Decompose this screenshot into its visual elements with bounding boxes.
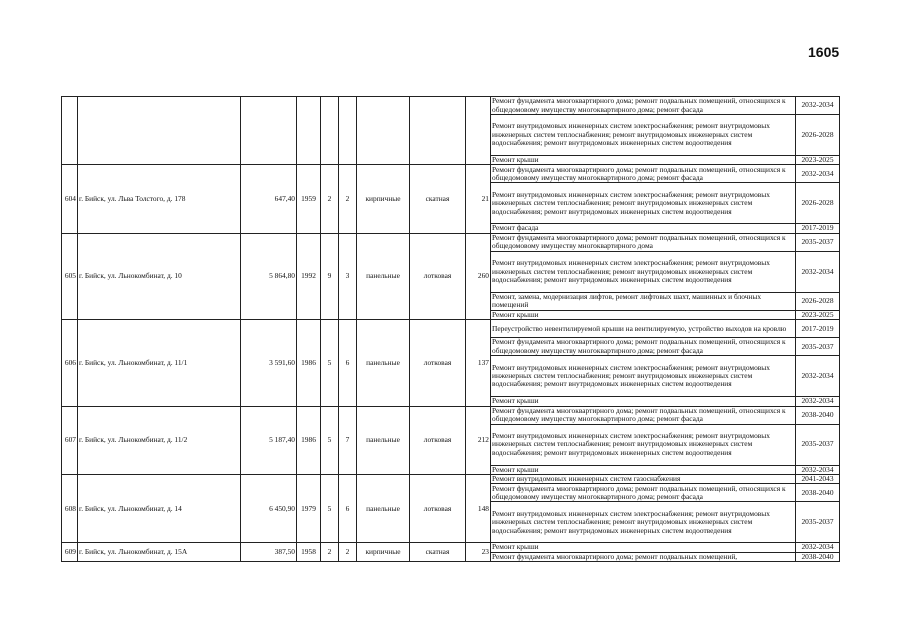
repair-work: Ремонт фасада: [491, 224, 796, 233]
house-area: 6 450,90: [241, 475, 297, 543]
house-floors: 5: [321, 406, 339, 474]
house-walls: панельные: [357, 233, 410, 319]
repair-work: Ремонт крыши: [491, 543, 796, 552]
house-number: 606: [62, 320, 78, 406]
repair-period: 2032-2034: [796, 165, 840, 183]
house-number: [62, 97, 78, 165]
repair-period: 2035-2037: [796, 424, 840, 465]
house-address: г. Бийск, ул. Льнокомбинат, д. 14: [78, 475, 241, 543]
house-walls: панельные: [357, 475, 410, 543]
repair-work: Ремонт внутридомовых инженерных систем газоснабжения: [491, 475, 796, 484]
house-roof: скатная: [410, 165, 466, 233]
house-address: г. Бийск, ул. Льва Толстого, д. 178: [78, 165, 241, 233]
repair-period: 2038-2040: [796, 552, 840, 561]
house-walls: кирпичные: [357, 543, 410, 562]
house-roof: лотковая: [410, 320, 466, 406]
repair-period: 2023-2025: [796, 310, 840, 319]
table-row: [62, 320, 840, 338]
repair-work: Ремонт фундамента многоквартирного дома; ремонт подвальных помещений,: [491, 552, 796, 561]
table-row: [62, 406, 840, 424]
table-row: [62, 165, 840, 183]
house-year: 1958: [297, 543, 321, 562]
house-count: 23: [466, 543, 491, 562]
house-year: 1959: [297, 165, 321, 233]
house-count: [466, 97, 491, 165]
house-entrances: 2: [339, 543, 357, 562]
house-area: 387,50: [241, 543, 297, 562]
house-number: 604: [62, 165, 78, 233]
house-walls: панельные: [357, 406, 410, 474]
repair-period: 2032-2034: [796, 397, 840, 406]
repair-work: Ремонт фундамента многоквартирного дома; ремонт подвальных помещений, относящихся к общедомовому имуществу многоквартирного дома; ремонт фасада: [491, 484, 796, 502]
house-walls: панельные: [357, 320, 410, 406]
house-area: 647,40: [241, 165, 297, 233]
house-year: [297, 97, 321, 165]
house-address: г. Бийск, ул. Льнокомбинат, д. 11/2: [78, 406, 241, 474]
house-count: 260: [466, 233, 491, 319]
repair-work: Ремонт фундамента многоквартирного дома; ремонт подвальных помещений, относящихся к общедомовому имуществу многоквартирного дома; ремонт фасада: [491, 165, 796, 183]
repair-period: 2032-2034: [796, 543, 840, 552]
repair-period: 2035-2037: [796, 338, 840, 356]
repair-period: 2026-2028: [796, 115, 840, 156]
repair-period: 2032-2034: [796, 465, 840, 474]
repair-period: 2035-2037: [796, 502, 840, 543]
table-row: [62, 543, 840, 552]
repair-period: 2032-2034: [796, 251, 840, 292]
house-year: 1986: [297, 406, 321, 474]
repair-work: Ремонт фундамента многоквартирного дома; ремонт подвальных помещений, относящихся к общедомовому имуществу многоквартирного дома; ремонт фасада: [491, 406, 796, 424]
house-count: 212: [466, 406, 491, 474]
house-roof: лотковая: [410, 406, 466, 474]
repair-work: Ремонт внутридомовых инженерных систем электроснабжения; ремонт внутридомовых инженерных систем теплоснабжения; ремонт внутридомовых инженерных систем водоснабжения; ремонт внутридомовых инженерных систем водоотведения: [491, 251, 796, 292]
house-walls: [357, 97, 410, 165]
house-floors: 9: [321, 233, 339, 319]
repair-work: Переустройство невентилируемой крыши на вентилируемую, устройство выходов на кровлю: [491, 320, 796, 338]
repair-work: Ремонт фундамента многоквартирного дома; ремонт подвальных помещений, относящихся к общедомовому имуществу многоквартирного дома; ремонт фасада: [491, 338, 796, 356]
house-number: 608: [62, 475, 78, 543]
house-number: 607: [62, 406, 78, 474]
house-entrances: 3: [339, 233, 357, 319]
table-row: [62, 233, 840, 251]
house-entrances: 6: [339, 320, 357, 406]
house-address: [78, 97, 241, 165]
house-number: 605: [62, 233, 78, 319]
repair-period: 2041-2043: [796, 475, 840, 484]
house-address: г. Бийск, ул. Льнокомбинат, д. 10: [78, 233, 241, 319]
house-year: 1979: [297, 475, 321, 543]
repair-period: 2017-2019: [796, 320, 840, 338]
table-row: [62, 475, 840, 484]
house-year: 1992: [297, 233, 321, 319]
repair-work: Ремонт внутридомовых инженерных систем электроснабжения; ремонт внутридомовых инженерных систем теплоснабжения; ремонт внутридомовых инженерных систем водоснабжения; ремонт внутридомовых инженерных систем водоотведения: [491, 424, 796, 465]
house-walls: кирпичные: [357, 165, 410, 233]
repair-work: Ремонт крыши: [491, 465, 796, 474]
repair-period: 2032-2034: [796, 356, 840, 397]
repair-work: Ремонт внутридомовых инженерных систем электроснабжения; ремонт внутридомовых инженерных систем теплоснабжения; ремонт внутридомовых инженерных систем водоснабжения; ремонт внутридомовых инженерных систем водоотведения: [491, 356, 796, 397]
page-number: 1605: [808, 44, 840, 60]
house-roof: лотковая: [410, 475, 466, 543]
house-floors: 2: [321, 543, 339, 562]
table-row: [62, 97, 840, 115]
house-address: г. Бийск, ул. Льнокомбинат, д. 11/1: [78, 320, 241, 406]
repair-work: Ремонт фундамента многоквартирного дома; ремонт подвальных помещений, относящихся к общедомовому имуществу многоквартирного дома; ремонт фасада: [491, 97, 796, 115]
repair-work: Ремонт внутридомовых инженерных систем электроснабжения; ремонт внутридомовых инженерных систем теплоснабжения; ремонт внутридомовых инженерных систем водоснабжения; ремонт внутридомовых инженерных систем водоотведения: [491, 183, 796, 224]
repair-period: 2035-2037: [796, 233, 840, 251]
repair-work: Ремонт внутридомовых инженерных систем электроснабжения; ремонт внутридомовых инженерных систем теплоснабжения; ремонт внутридомовых инженерных систем водоснабжения; ремонт внутридомовых инженерных систем водоотведения: [491, 115, 796, 156]
house-entrances: 6: [339, 475, 357, 543]
house-floors: 5: [321, 475, 339, 543]
repair-work: Ремонт внутридомовых инженерных систем электроснабжения; ремонт внутридомовых инженерных систем теплоснабжения; ремонт внутридомовых инженерных систем водоснабжения; ремонт внутридомовых инженерных систем водоотведения: [491, 502, 796, 543]
house-year: 1986: [297, 320, 321, 406]
house-count: 148: [466, 475, 491, 543]
house-roof: скатная: [410, 543, 466, 562]
house-entrances: 2: [339, 165, 357, 233]
house-entrances: [339, 97, 357, 165]
repair-period: 2026-2028: [796, 292, 840, 310]
house-roof: лотковая: [410, 233, 466, 319]
house-floors: 2: [321, 165, 339, 233]
repair-period: 2023-2025: [796, 156, 840, 165]
repair-work: Ремонт фундамента многоквартирного дома; ремонт подвальных помещений, относящихся к общедомовому имуществу многоквартирного дома: [491, 233, 796, 251]
house-area: 5 187,40: [241, 406, 297, 474]
house-floors: 5: [321, 320, 339, 406]
repair-period: 2038-2040: [796, 406, 840, 424]
repair-period: 2026-2028: [796, 183, 840, 224]
house-entrances: 7: [339, 406, 357, 474]
house-area: 5 864,80: [241, 233, 297, 319]
house-area: 3 591,60: [241, 320, 297, 406]
repair-work: Ремонт крыши: [491, 156, 796, 165]
repair-work: Ремонт крыши: [491, 310, 796, 319]
repair-work: Ремонт, замена, модернизация лифтов, ремонт лифтовых шахт, машинных и блочных помещений: [491, 292, 796, 310]
housing-register-table: [61, 96, 840, 562]
house-floors: [321, 97, 339, 165]
house-count: 137: [466, 320, 491, 406]
house-number: 609: [62, 543, 78, 562]
repair-period: 2032-2034: [796, 97, 840, 115]
house-roof: [410, 97, 466, 165]
repair-period: 2017-2019: [796, 224, 840, 233]
house-area: [241, 97, 297, 165]
house-count: 21: [466, 165, 491, 233]
house-address: г. Бийск, ул. Льнокомбинат, д. 15А: [78, 543, 241, 562]
repair-period: 2038-2040: [796, 484, 840, 502]
repair-work: Ремонт крыши: [491, 397, 796, 406]
